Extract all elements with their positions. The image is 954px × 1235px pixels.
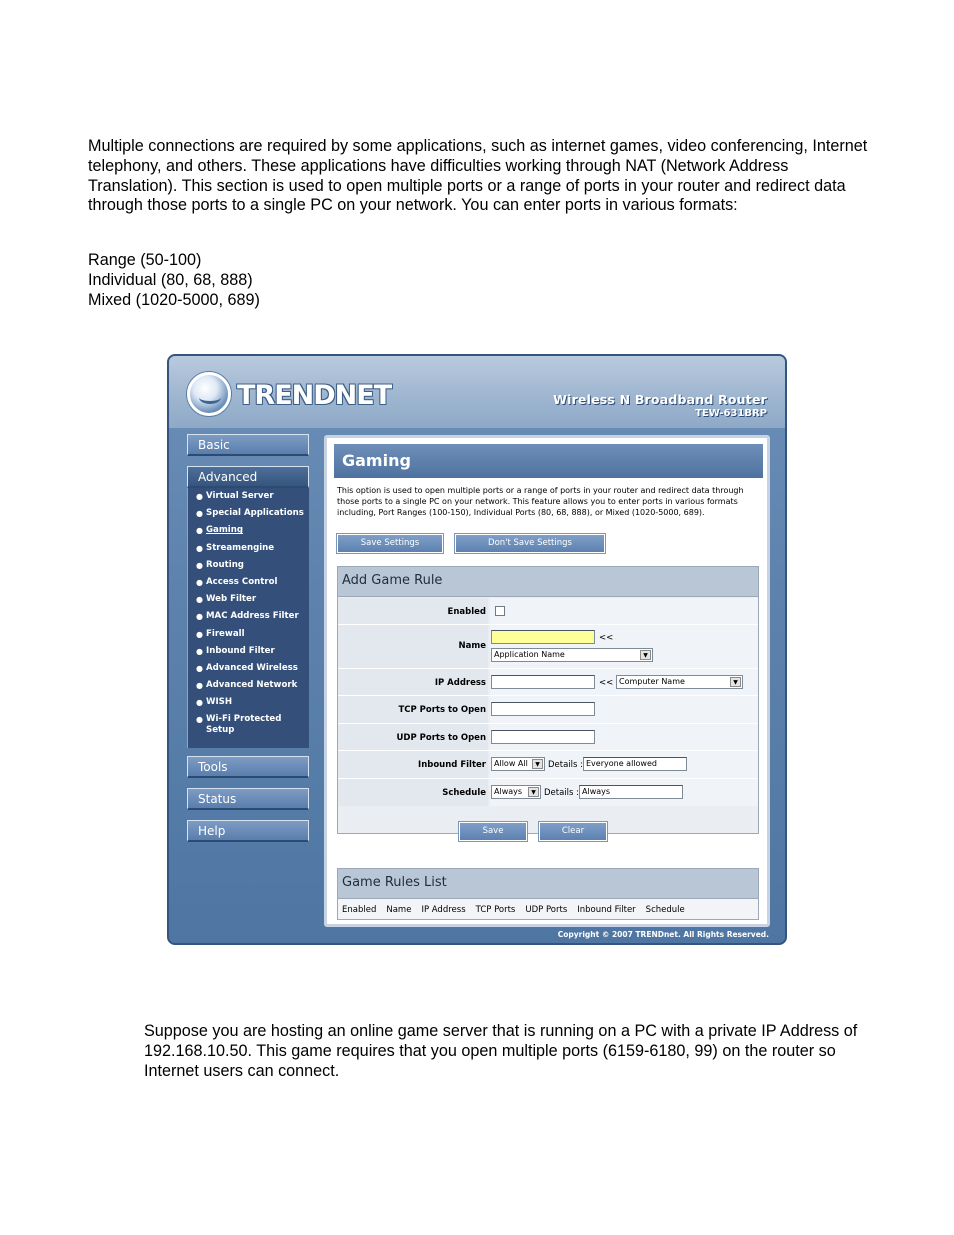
bullet-icon: ●: [196, 715, 203, 725]
nav-advanced-button[interactable]: Advanced: [187, 466, 309, 488]
row-schedule: [338, 779, 758, 806]
trendnet-logo-icon: [187, 372, 231, 416]
schedule-details-label: Details :: [544, 788, 580, 798]
menu-item-special-applications[interactable]: ● Special Applications: [196, 508, 304, 519]
row-name: [338, 625, 758, 669]
name-copy-arrow-button[interactable]: <<: [599, 633, 614, 643]
bullet-icon: ●: [196, 698, 203, 708]
chevron-down-icon: ▼: [528, 787, 539, 797]
nav-tools-button[interactable]: Tools: [187, 756, 309, 778]
chevron-down-icon: ▼: [532, 759, 543, 769]
bullet-icon: ●: [196, 492, 203, 501]
column-enabled: Enabled: [342, 905, 377, 915]
advanced-submenu: [187, 488, 309, 748]
row-udp-ports: [338, 724, 758, 751]
udp-ports-label: UDP Ports to Open: [396, 733, 486, 743]
menu-item-wish[interactable]: ● WISH: [196, 697, 233, 708]
router-ui: [167, 354, 787, 945]
trendnet-logo-text: TRENDNET: [237, 380, 392, 411]
menu-item-firewall[interactable]: ● Firewall: [196, 628, 245, 639]
nav-basic-button[interactable]: Basic: [187, 434, 309, 456]
menu-item-wifi-protected-setup[interactable]: ● Wi-Fi Protected Setup: [196, 714, 282, 736]
port-formats-list: [88, 251, 488, 310]
bullet-icon: ●: [196, 577, 203, 587]
game-rules-list-title: Game Rules List: [342, 875, 447, 890]
dont-save-settings-button[interactable]: Don't Save Settings: [455, 534, 605, 553]
column-ip-address: IP Address: [421, 905, 466, 915]
name-input[interactable]: [491, 630, 595, 644]
game-rules-list-box: [337, 868, 759, 920]
menu-item-web-filter[interactable]: ● Web Filter: [196, 594, 257, 605]
copyright-text: Copyright © 2007 TRENDnet. All Rights Reserved.: [557, 930, 769, 939]
format-individual: Individual (80, 68, 888): [88, 270, 253, 289]
column-schedule: Schedule: [645, 905, 685, 915]
bullet-icon: ●: [196, 646, 203, 656]
column-udp-ports: UDP Ports: [525, 905, 568, 915]
format-range: Range (50-100): [88, 251, 202, 269]
enabled-label: Enabled: [447, 607, 486, 617]
bullet-icon: ●: [196, 629, 203, 639]
application-name-select[interactable]: Application Name ▼: [491, 648, 653, 662]
menu-item-streamengine[interactable]: ● Streamengine: [196, 542, 275, 553]
column-name: Name: [386, 905, 412, 915]
menu-item-routing[interactable]: ● Routing: [196, 559, 244, 570]
ip-address-label: IP Address: [434, 678, 486, 688]
inbound-filter-select[interactable]: Allow All ▼: [491, 757, 545, 771]
bullet-icon: ●: [196, 526, 203, 536]
menu-item-access-control[interactable]: ● Access Control: [196, 576, 278, 587]
add-game-rule-title: Add Game Rule: [342, 573, 443, 588]
save-rule-button[interactable]: Save: [459, 822, 527, 841]
inbound-details-label: Details :: [548, 760, 584, 770]
content-panel: [324, 435, 770, 927]
column-inbound-filter: Inbound Filter: [577, 905, 636, 915]
bullet-icon: ●: [196, 560, 203, 570]
game-rules-list-header: [338, 869, 758, 899]
computer-name-select[interactable]: Computer Name ▼: [616, 675, 743, 689]
save-settings-button[interactable]: Save Settings: [337, 534, 443, 553]
bullet-icon: ●: [196, 595, 203, 605]
schedule-details-field: Always: [579, 785, 683, 799]
row-enabled: [338, 598, 758, 625]
add-game-rule-header: [338, 567, 758, 597]
row-ip-address: [338, 669, 758, 696]
intro-paragraph: Multiple connections are required by some applications, such as internet games, video conferencing, Internet telephony, and others. These applications have difficulties working through NAT (Network Address Translation). This section is used to open multiple ports or a range of ports in your router and redirect data through those ports to a single PC on your network. You can enter ports in various formats:: [88, 137, 868, 215]
nav-help-button[interactable]: Help: [187, 820, 309, 842]
bullet-icon: ●: [196, 509, 203, 519]
example-paragraph: Suppose you are hosting an online game server that is running on a PC with a private IP Address of 192.168.10.50. This game requires that you open multiple ports (6159-6180, 99) on the router so Internet users can connect.: [144, 1022, 858, 1080]
content-title-bar: [334, 444, 763, 478]
inbound-filter-label: Inbound Filter: [418, 760, 486, 770]
bullet-icon: ●: [196, 663, 203, 673]
menu-item-advanced-wireless[interactable]: ● Advanced Wireless: [196, 662, 298, 673]
page-description: This option is used to open multiple ports or a range of ports in your router and redirect data through those ports to a single PC on your network. This feature allows you to enter ports in various formats including, Port Ranges (100-150), Individual Ports (80, 68, 888), or Mixed (1020-5000, 689).: [337, 486, 744, 518]
model-name: TEW-631BRP: [695, 408, 767, 419]
clear-rule-button[interactable]: Clear: [539, 822, 607, 841]
inbound-details-field: Everyone allowed: [583, 757, 687, 771]
router-header: [169, 356, 785, 428]
add-game-rule-box: [337, 566, 759, 834]
enabled-checkbox[interactable]: [495, 606, 505, 616]
menu-item-gaming[interactable]: ● Gaming: [196, 525, 244, 536]
menu-item-mac-address-filter[interactable]: ● MAC Address Filter: [196, 611, 299, 622]
bullet-icon: ●: [196, 681, 203, 691]
game-rules-columns: [342, 905, 685, 915]
row-inbound-filter: [338, 751, 758, 779]
schedule-label: Schedule: [442, 788, 486, 798]
menu-item-virtual-server[interactable]: ● Virtual Server: [196, 491, 274, 501]
ip-copy-arrow-button[interactable]: <<: [599, 678, 614, 688]
ip-address-input[interactable]: [491, 675, 595, 689]
name-label: Name: [458, 641, 486, 651]
column-tcp-ports: TCP Ports: [475, 905, 516, 915]
tcp-ports-label: TCP Ports to Open: [398, 705, 486, 715]
schedule-select[interactable]: Always ▼: [491, 785, 541, 799]
menu-item-inbound-filter[interactable]: ● Inbound Filter: [196, 645, 275, 656]
chevron-down-icon: ▼: [730, 677, 741, 687]
format-mixed: Mixed (1020-5000, 689): [88, 290, 260, 309]
product-name: Wireless N Broadband Router: [553, 392, 767, 407]
tcp-ports-input[interactable]: [491, 702, 595, 716]
udp-ports-input[interactable]: [491, 730, 595, 744]
chevron-down-icon: ▼: [640, 650, 651, 660]
menu-item-advanced-network[interactable]: ● Advanced Network: [196, 680, 298, 691]
row-tcp-ports: [338, 696, 758, 724]
bullet-icon: ●: [196, 612, 203, 622]
bullet-icon: ●: [196, 543, 203, 553]
page-title: Gaming: [342, 451, 411, 470]
nav-status-button[interactable]: Status: [187, 788, 309, 810]
